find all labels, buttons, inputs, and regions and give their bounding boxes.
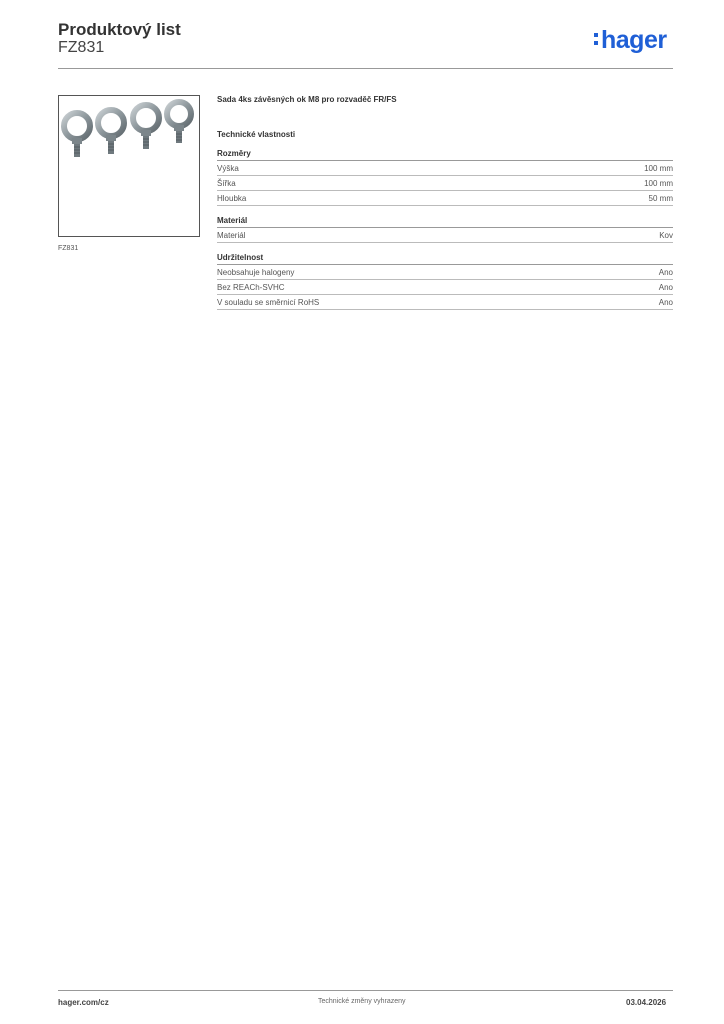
- spec-row: [217, 295, 673, 310]
- eye-bolt-2: [98, 110, 124, 154]
- spec-label: Neobsahuje halogeny: [217, 268, 295, 277]
- footer-date: 03.04.2026: [626, 998, 667, 1007]
- eye-bolt-set-icon: [59, 96, 199, 236]
- spec-value: 50 mm: [648, 194, 673, 203]
- logo-dots-icon: [594, 33, 599, 47]
- spec-label: Šířka: [217, 179, 236, 188]
- spec-label: V souladu se směrnicí RoHS: [217, 298, 320, 307]
- spec-value: Ano: [658, 268, 673, 277]
- logo-text: hager: [601, 26, 667, 54]
- spec-label: Výška: [217, 164, 239, 173]
- header-divider: [58, 68, 673, 69]
- section-title: Technické vlastnosti: [217, 130, 296, 139]
- spec-value: 100 mm: [644, 164, 673, 173]
- spec-row: [217, 176, 673, 191]
- footer-website: hager.com/cz: [58, 998, 109, 1007]
- group-title: Rozměry: [217, 149, 673, 161]
- footer-notice: Technické změny vyhrazeny: [318, 998, 406, 1005]
- hager-logo: [594, 28, 667, 53]
- product-code: FZ831: [58, 39, 105, 56]
- product-description: Sada 4ks závěsných ok M8 pro rozvaděč FR/FS: [217, 95, 397, 104]
- eye-bolt-4: [167, 102, 191, 143]
- spec-row: [217, 265, 673, 280]
- spec-row: [217, 191, 673, 206]
- product-image: [58, 95, 200, 237]
- page-title: Produktový list: [58, 20, 181, 39]
- spec-group-dimensions: [217, 149, 673, 206]
- eye-bolt-3: [133, 105, 159, 149]
- spec-label: Bez REACh-SVHC: [217, 283, 285, 292]
- spec-value: Kov: [659, 231, 673, 240]
- spec-row: [217, 280, 673, 295]
- spec-value: Ano: [658, 283, 673, 292]
- spec-row: [217, 161, 673, 176]
- spec-group-material: [217, 216, 673, 243]
- spec-content: [217, 95, 673, 320]
- spec-label: Materiál: [217, 231, 246, 240]
- group-title: Materiál: [217, 216, 673, 228]
- group-title: Udržitelnost: [217, 253, 673, 265]
- footer-divider: [58, 990, 673, 991]
- spec-row: [217, 228, 673, 243]
- spec-label: Hloubka: [217, 194, 247, 203]
- spec-value: Ano: [658, 298, 673, 307]
- eye-bolt-1: [64, 113, 90, 157]
- image-caption: FZ831: [58, 245, 79, 252]
- spec-group-sustainability: [217, 253, 673, 310]
- spec-value: 100 mm: [644, 179, 673, 188]
